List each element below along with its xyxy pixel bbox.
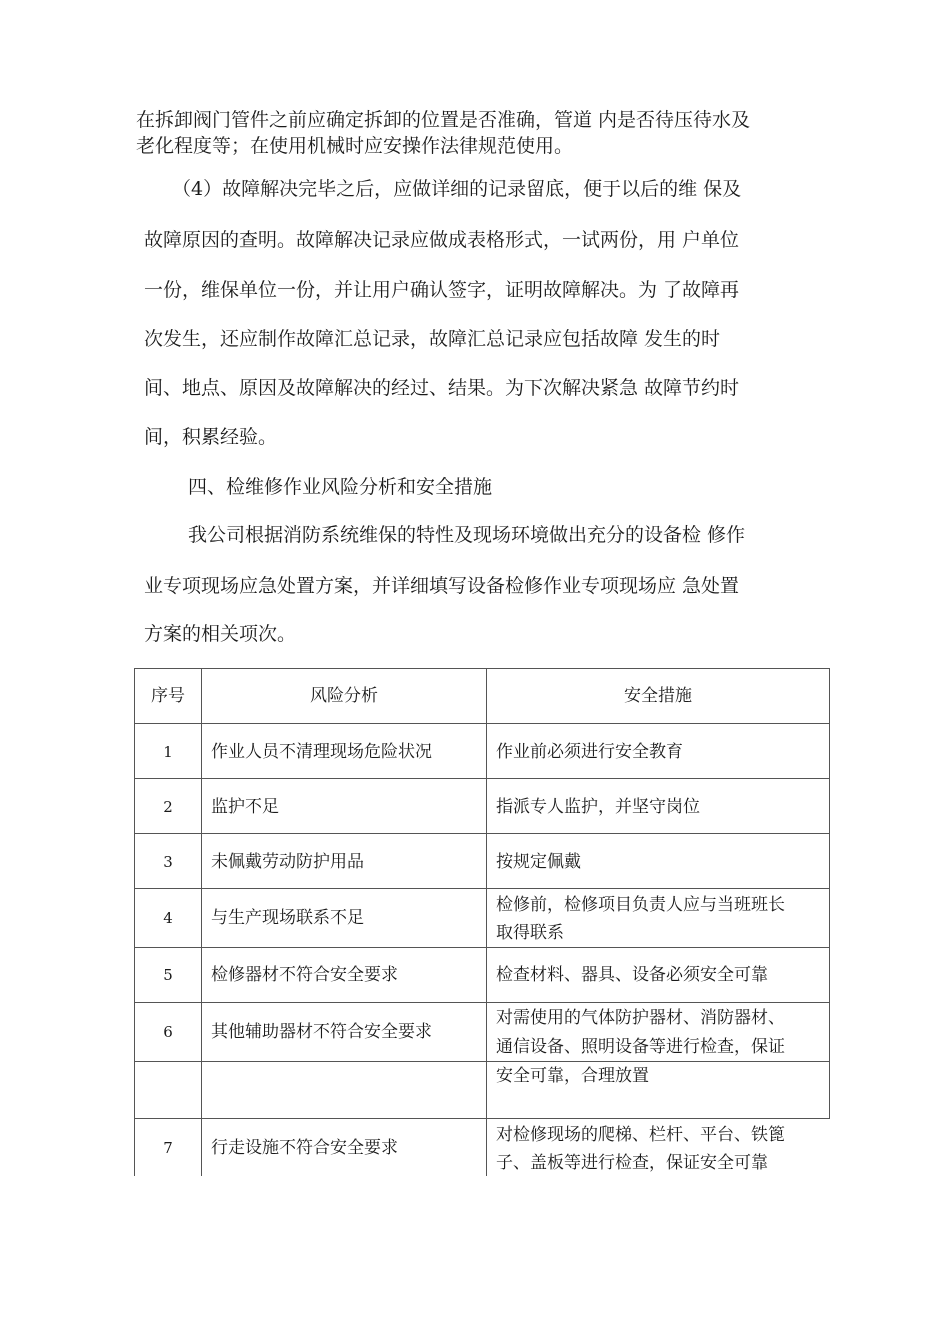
paragraph-line: 间、地点、原因及故障解决的经过、结果。为下次解决紧急 故障节约时 [144, 377, 740, 399]
paragraph-line: 间，积累经验。 [144, 426, 278, 448]
paragraph-line: 在拆卸阀门管件之前应确定拆卸的位置是否准确，管道 内是否待压待水及 [136, 109, 751, 131]
paragraph-line: 故障原因的查明。故障解决记录应做成表格形式，一试两份，用 户单位 [144, 229, 740, 251]
row-risk: 行走设施不符合安全要求 [211, 1138, 398, 1158]
table-border [134, 1118, 830, 1119]
row-risk: 其他辅助器材不符合安全要求 [211, 1022, 432, 1042]
row-measure: 通信设备、照明设备等进行检查，保证 [496, 1037, 785, 1057]
table-border [134, 668, 830, 669]
row-number: 1 [163, 743, 173, 761]
row-risk: 监护不足 [211, 797, 279, 817]
row-measure: 取得联系 [496, 923, 564, 943]
row-measure: 检修前，检修项目负责人应与当班班长 [496, 895, 785, 915]
paragraph-line: 我公司根据消防系统维保的特性及现场环境做出充分的设备检 修作 [188, 524, 746, 546]
row-measure: 对检修现场的爬梯、栏杆、平台、铁篦 [496, 1125, 785, 1145]
paragraph-line: 次发生，还应制作故障汇总记录，故障汇总记录应包括故障 发生的时 [144, 328, 721, 350]
row-measure-continued: 安全可靠，合理放置 [496, 1066, 649, 1086]
row-risk: 与生产现场联系不足 [211, 908, 364, 928]
row-risk: 未佩戴劳动防护用品 [211, 852, 364, 872]
table-header-risk: 风险分析 [310, 686, 378, 706]
row-number: 2 [163, 798, 173, 816]
table-border [134, 947, 830, 948]
row-risk: 检修器材不符合安全要求 [211, 965, 398, 985]
table-border [134, 778, 830, 779]
row-measure: 对需使用的气体防护器材、消防器材、 [496, 1008, 785, 1028]
table-border [134, 888, 830, 889]
table-border [829, 668, 830, 1118]
table-border [134, 1002, 830, 1003]
paragraph-line: 方案的相关项次。 [144, 623, 297, 645]
row-measure: 检查材料、器具、设备必须安全可靠 [496, 965, 768, 985]
row-measure: 作业前必须进行安全教育 [496, 742, 683, 762]
paragraph-line: 业专项现场应急处置方案，并详细填写设备检修作业专项现场应 急处置 [144, 575, 740, 597]
risk-measures-table [134, 668, 830, 1176]
row-measure: 按规定佩戴 [496, 852, 581, 872]
row-measure: 指派专人监护，并坚守岗位 [496, 797, 700, 817]
row-number: 5 [163, 966, 173, 984]
table-border [201, 668, 202, 1176]
table-border [134, 1061, 830, 1062]
table-border [486, 668, 487, 1176]
row-number: 7 [163, 1139, 173, 1157]
paragraph-line: 老化程度等；在使用机械时应安操作法律规范使用。 [136, 135, 574, 157]
row-number: 3 [163, 853, 173, 871]
table-border [134, 723, 830, 724]
paragraph-line: （4）故障解决完毕之后，应做详细的记录留底，便于以后的维 保及 [172, 178, 742, 200]
section-heading: 四、检维修作业风险分析和安全措施 [188, 476, 493, 498]
row-measure: 子、盖板等进行检查，保证安全可靠 [496, 1153, 768, 1173]
table-header-no: 序号 [151, 686, 185, 706]
table-border [134, 833, 830, 834]
row-number: 6 [163, 1023, 173, 1041]
table-header-measure: 安全措施 [624, 686, 692, 706]
row-number: 4 [163, 909, 173, 927]
row-risk: 作业人员不清理现场危险状况 [211, 742, 432, 762]
paragraph-line: 一份，维保单位一份，并让用户确认签字，证明故障解决。为 了故障再 [144, 279, 740, 301]
